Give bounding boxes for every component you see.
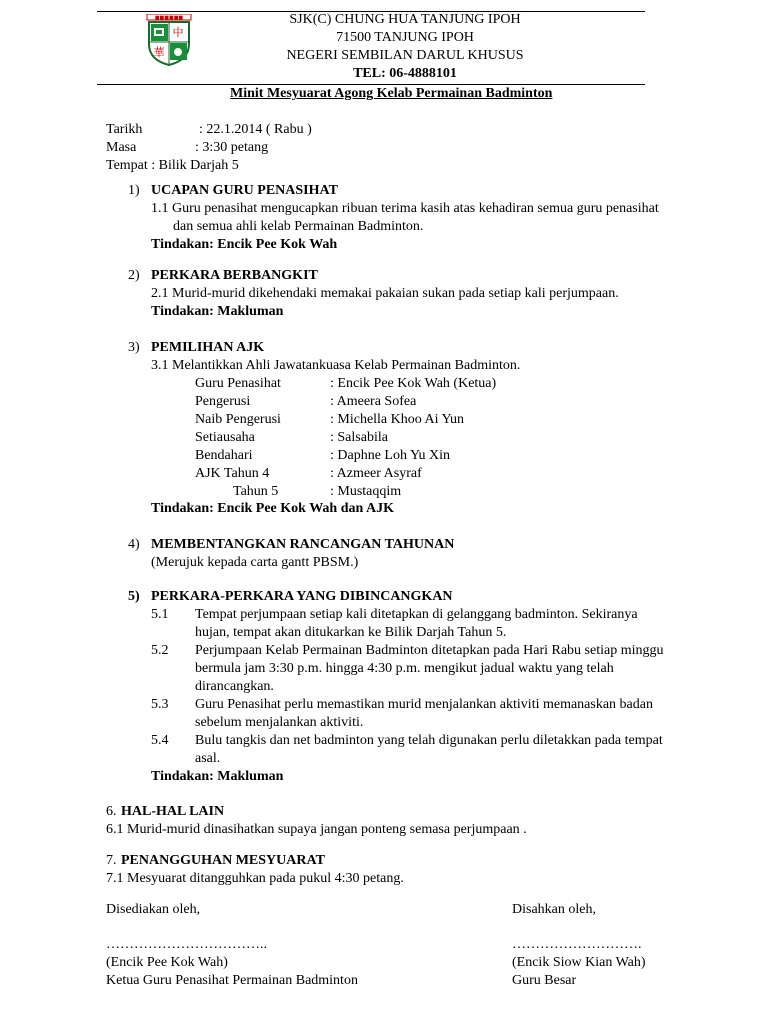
- section-2-heading: PERKARA BERBANGKIT: [151, 268, 318, 283]
- section-6-heading: HAL-HAL LAIN: [121, 804, 225, 819]
- section-4-number: 4): [128, 537, 140, 552]
- committee-role: Tahun 5: [233, 484, 279, 499]
- committee-role: Bendahari: [195, 448, 253, 463]
- prepared-by-signature-line: ……………………………..: [106, 937, 267, 952]
- school-crest-icon: [146, 14, 192, 66]
- section-5-heading: PERKARA-PERKARA YANG DIBINCANGKAN: [151, 589, 453, 604]
- svg-text:■■■■■■: ■■■■■■: [154, 15, 184, 21]
- section-2-line-1: 2.1 Murid-murid dikehendaki memakai pakaian sukan pada setiap kali perjumpaan.: [151, 286, 619, 301]
- item-line: dirancangkan.: [195, 679, 274, 694]
- prepared-by-position: Ketua Guru Penasihat Permainan Badminton: [106, 973, 358, 988]
- item-line: hujan, tempat akan ditukarkan ke Bilik Darjah Tahun 5.: [195, 625, 507, 640]
- item-line: sebelum menjalankan aktiviti.: [195, 715, 364, 730]
- section-2-action: Tindakan: Makluman: [151, 304, 284, 319]
- tarikh-label: Tarikh: [106, 122, 143, 137]
- school-phone: TEL: 06-4888101: [353, 66, 457, 81]
- item-line: asal.: [195, 751, 221, 766]
- committee-role: Guru Penasihat: [195, 376, 281, 391]
- committee-name: : Michella Khoo Ai Yun: [330, 412, 465, 427]
- masa-value: : 3:30 petang: [195, 140, 269, 155]
- section-1-heading: UCAPAN GURU PENASIHAT: [151, 183, 338, 198]
- committee-name: : Ameera Sofea: [330, 394, 417, 409]
- committee-role: Pengerusi: [195, 394, 251, 409]
- committee-name: : Daphne Loh Yu Xin: [330, 448, 451, 463]
- section-2-number: 2): [128, 268, 140, 283]
- section-3-line-1: 3.1 Melantikkan Ahli Jawatankuasa Kelab Permainan Badminton.: [151, 358, 521, 373]
- section-7-line-1: 7.1 Mesyuarat ditangguhkan pada pukul 4:30 petang.: [106, 871, 404, 886]
- school-state: NEGERI SEMBILAN DARUL KHUSUS: [286, 48, 524, 63]
- committee-role: Naib Pengerusi: [195, 412, 281, 427]
- school-name: SJK(C) CHUNG HUA TANJUNG IPOH: [289, 12, 521, 27]
- committee-name: : Azmeer Asyraf: [330, 466, 422, 481]
- section-1-line-1: 1.1 Guru penasihat mengucapkan ribuan terima kasih atas kehadiran semua guru penasihat: [151, 201, 659, 216]
- approved-by-name: (Encik Siow Kian Wah): [512, 955, 646, 970]
- item-line: Tempat perjumpaan setiap kali ditetapkan di gelanggang badminton. Sekiranya: [195, 607, 638, 622]
- committee-name: : Mustaqqim: [330, 484, 402, 499]
- item-line: bermula jam 3:30 p.m. hingga 4:30 p.m. mengikut jadual waktu yang telah: [195, 661, 614, 676]
- section-4-heading: MEMBENTANGKAN RANCANGAN TAHUNAN: [151, 537, 455, 552]
- header-bottom-rule: [97, 84, 645, 85]
- prepared-by-label: Disediakan oleh,: [106, 902, 201, 917]
- section-1-line-2: dan semua ahli kelab Permainan Badminton.: [173, 219, 424, 234]
- item-number: 5.3: [151, 697, 169, 712]
- item-number: 5.2: [151, 643, 169, 658]
- section-4-line-1: (Merujuk kepada carta gantt PBSM.): [151, 555, 359, 570]
- section-7-heading: PENANGGUHAN MESYUARAT: [121, 853, 325, 868]
- approved-by-signature-line: ……………………….: [512, 937, 642, 952]
- committee-name: : Salsabila: [330, 430, 388, 445]
- tempat-line: Tempat : Bilik Darjah 5: [106, 158, 239, 173]
- svg-text:華: 華: [153, 46, 165, 59]
- section-5-action: Tindakan: Makluman: [151, 769, 284, 784]
- section-6-line-1: 6.1 Murid-murid dinasihatkan supaya jangan ponteng semasa perjumpaan .: [106, 822, 527, 837]
- section-1-action: Tindakan: Encik Pee Kok Wah: [151, 237, 338, 252]
- section-3-number: 3): [128, 340, 140, 355]
- school-postcode-town: 71500 TANJUNG IPOH: [336, 30, 474, 45]
- item-line: Bulu tangkis dan net badminton yang telah digunakan perlu diletakkan pada tempat: [195, 733, 663, 748]
- prepared-by-name: (Encik Pee Kok Wah): [106, 955, 228, 970]
- item-line: Perjumpaan Kelab Permainan Badminton ditetapkan pada Hari Rabu setiap minggu: [195, 643, 664, 658]
- item-line: Guru Penasihat perlu memastikan murid menjalankan aktiviti memanaskan badan: [195, 697, 653, 712]
- item-number: 5.4: [151, 733, 169, 748]
- section-7-number: 7.: [106, 853, 117, 868]
- section-3-action: Tindakan: Encik Pee Kok Wah dan AJK: [151, 501, 395, 516]
- item-number: 5.1: [151, 607, 169, 622]
- document-title: Minit Mesyuarat Agong Kelab Permainan Badminton: [230, 86, 553, 101]
- committee-role: AJK Tahun 4: [195, 466, 270, 481]
- masa-label: Masa: [106, 140, 137, 155]
- section-6-number: 6.: [106, 804, 117, 819]
- section-3-heading: PEMILIHAN AJK: [151, 340, 265, 355]
- committee-name: : Encik Pee Kok Wah (Ketua): [330, 376, 497, 391]
- approved-by-position: Guru Besar: [512, 973, 577, 988]
- committee-role: Setiausaha: [195, 430, 255, 445]
- section-5-number: 5): [128, 589, 140, 604]
- tarikh-value: : 22.1.2014 ( Rabu ): [199, 122, 312, 137]
- section-1-number: 1): [128, 183, 140, 198]
- svg-text:中: 中: [172, 26, 184, 39]
- approved-by-label: Disahkan oleh,: [512, 902, 596, 917]
